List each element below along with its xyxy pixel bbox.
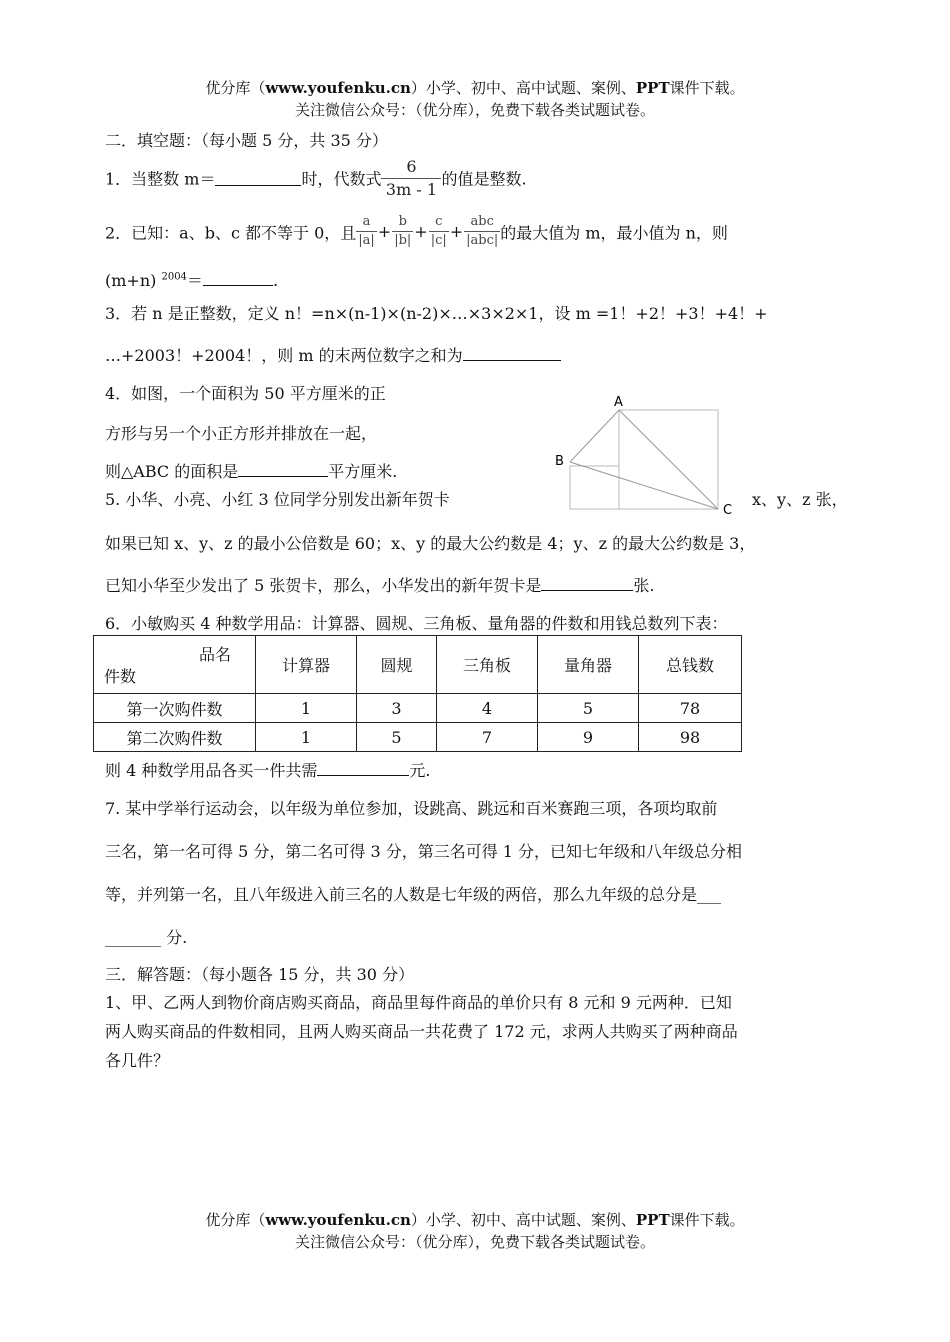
edge-ac (619, 410, 718, 509)
purchase-table (93, 635, 742, 752)
question-1 (105, 158, 527, 198)
footer-ppt: PPT (635, 1211, 670, 1229)
table-header: 量角器 (538, 636, 639, 694)
q4-text-post: 平方厘米. (328, 462, 398, 481)
q4-text: 则△ABC 的面积是 (105, 462, 239, 481)
row-label: 第一次购件数 (94, 694, 256, 723)
table-header: 三角板 (437, 636, 538, 694)
table-header: 计算器 (256, 636, 357, 694)
triangle-diagram (550, 390, 740, 520)
table-cell: 3 (357, 694, 437, 723)
problem-1-line-2: 两人购买商品的件数相同，且两人购买商品一共花费了 172 元，求两人共购买了两种商品 (105, 1022, 738, 1041)
footer-line-1 (0, 1209, 950, 1230)
plus-sign: + (449, 222, 464, 242)
header-text: 课件下载。 (669, 79, 745, 97)
q2-fraction-abc: $\frac{\text{abc}}{\text{|abc|}}$ (466, 214, 499, 249)
label-a: A (614, 395, 623, 410)
edge-ab (570, 410, 619, 462)
problem-1-line-1: 1、甲、乙两人到物价商店购买商品，商品里每件商品的单价只有 8 元和 9 元两种．已知 (105, 993, 732, 1012)
footer-text: ）小学、初中、高中试题、案例、 (410, 1211, 636, 1229)
q6-text-post: 元. (409, 761, 431, 780)
question-3-line-2 (105, 343, 561, 366)
corner-label-top: 品名 (198, 645, 231, 664)
question-7-line-1: 7. 某中学举行运动会，以年级为单位参加，设跳高、跳远和百米赛跑三项，各项均取前 (105, 799, 718, 818)
row-label: 第二次购件数 (94, 723, 256, 752)
corner-label-bottom: 件数 (104, 667, 137, 686)
label-b: B (555, 454, 564, 469)
q7-answer-blank[interactable]: ___ (697, 885, 722, 904)
table-cell: 5 (538, 694, 639, 723)
table-cell: 1 (256, 694, 357, 723)
question-4-line-1: 4．如图，一个面积为 50 平方厘米的正 (105, 384, 386, 403)
table-cell: 98 (639, 723, 742, 752)
table-cell: 9 (538, 723, 639, 752)
question-4-line-2: 方形与另一个小正方形并排放在一起， (105, 424, 378, 443)
q5-answer-blank[interactable] (541, 576, 633, 591)
q2-fraction-a: $\frac{a}{|a|}$ (358, 214, 375, 249)
table-header-row (94, 636, 742, 694)
q3-text: …+2003！+2004！，则 m 的末两位数字之和为 (105, 346, 463, 365)
table-cell: 78 (639, 694, 742, 723)
question-5-line-2: 如果已知 x、y、z 的最小公倍数是 60；x、y 的最大公约数是 4；y、z 的最大公约数是 3， (105, 534, 756, 553)
section-2-title: 二．填空题：（每小题 5 分，共 35 分） (105, 131, 388, 150)
q2-equals: ＝ (186, 271, 203, 290)
label-c: C (723, 503, 733, 518)
q7-text-post: 分. (166, 928, 188, 947)
header-line-2: 关注微信公众号：（优分库），免费下载各类试题试卷。 (294, 101, 655, 119)
header-text: 优分库（ (205, 79, 266, 97)
question-7-line-3 (105, 882, 721, 905)
q6-answer-blank[interactable] (317, 761, 409, 776)
q2-end: . (272, 271, 279, 290)
table-header: 圆规 (357, 636, 437, 694)
plus-sign: + (414, 222, 428, 242)
q2-fraction-c: $\frac{c}{|c|}$ (430, 214, 447, 249)
question-7-line-4 (105, 925, 187, 948)
q1-text: 1．当整数 m＝ (105, 169, 216, 189)
q2-fraction-b: $\frac{b}{|b|}$ (394, 214, 412, 249)
q7-text: 等，并列第一名，且八年级进入前三名的人数是七年级的两倍，那么九年级的总分是 (105, 885, 698, 904)
q2-exponent: 2004 (161, 271, 187, 283)
header-line-1 (0, 77, 950, 98)
footer-line-2: 关注微信公众号：（优分库），免费下载各类试题试卷。 (294, 1233, 655, 1251)
q7-answer-blank-cont[interactable]: _______ (105, 928, 161, 947)
question-5-line-1: 5. 小华、小亮、小红 3 位同学分别发出新年贺卡 (105, 490, 450, 509)
table-row (94, 723, 742, 752)
q1-answer-blank[interactable] (215, 171, 301, 186)
question-2 (105, 215, 728, 249)
footer-text: 优分库（ (205, 1211, 266, 1229)
table-cell: 4 (437, 694, 538, 723)
q1-text-mid: 时，代数式 (301, 169, 382, 189)
table-cell: 7 (437, 723, 538, 752)
small-square (570, 466, 619, 509)
table-row (94, 694, 742, 723)
q5-text: 已知小华至少发出了 5 张贺卡，那么，小华发出的新年贺卡是 (105, 576, 542, 595)
question-7-line-2: 三名，第一名可得 5 分，第二名可得 3 分，第三名可得 1 分，已知七年级和八年级总分相 (105, 842, 743, 861)
plus-sign: + (377, 222, 392, 242)
q2-answer-blank[interactable] (203, 271, 273, 286)
q5-text-post: 张. (633, 576, 655, 595)
q2-text: 2．已知：a、b、c 都不等于 0，且 (105, 223, 357, 243)
footer-text: 课件下载。 (669, 1211, 745, 1229)
edge-bc (570, 462, 718, 509)
q3-answer-blank[interactable] (463, 346, 561, 361)
section-3-title: 三．解答题：（每小题各 15 分，共 30 分） (105, 965, 415, 984)
table-cell: 5 (357, 723, 437, 752)
question-4-line-3 (105, 459, 397, 482)
header-text: ）小学、初中、高中试题、案例、 (410, 79, 636, 97)
q1-text-post: 的值是整数. (441, 169, 527, 189)
question-6-intro: 6．小敏购买 4 种数学用品：计算器、圆规、三角板、量角器的件数和用钱总数列下表： (105, 614, 728, 633)
question-3-line-1: 3．若 n 是正整数，定义 n！=n×(n-1)×(n-2)×…×3×2×1，设 m =1！+2！+3！+4！+ (105, 304, 768, 323)
table-cell: 1 (256, 723, 357, 752)
question-6-after (105, 758, 430, 781)
table-corner-cell (94, 636, 256, 694)
problem-1-line-3: 各几件？ (105, 1051, 170, 1070)
q2-text-post: 的最大值为 m，最小值为 n，则 (500, 223, 728, 243)
question-2-line-2 (105, 268, 278, 291)
q4-answer-blank[interactable] (238, 462, 328, 477)
footer-url: www.youfenku.cn (265, 1211, 411, 1229)
question-5-line-1-tail: x、y、z 张， (752, 490, 848, 509)
header-url: www.youfenku.cn (265, 79, 411, 97)
q6-text: 则 4 种数学用品各买一件共需 (105, 761, 318, 780)
q1-fraction: $\frac{6}{3m - 1}$ (381, 158, 441, 198)
table-header: 总钱数 (639, 636, 742, 694)
question-5-line-3 (105, 573, 654, 596)
header-ppt: PPT (635, 79, 670, 97)
q2-base: (m+n) (105, 271, 157, 290)
